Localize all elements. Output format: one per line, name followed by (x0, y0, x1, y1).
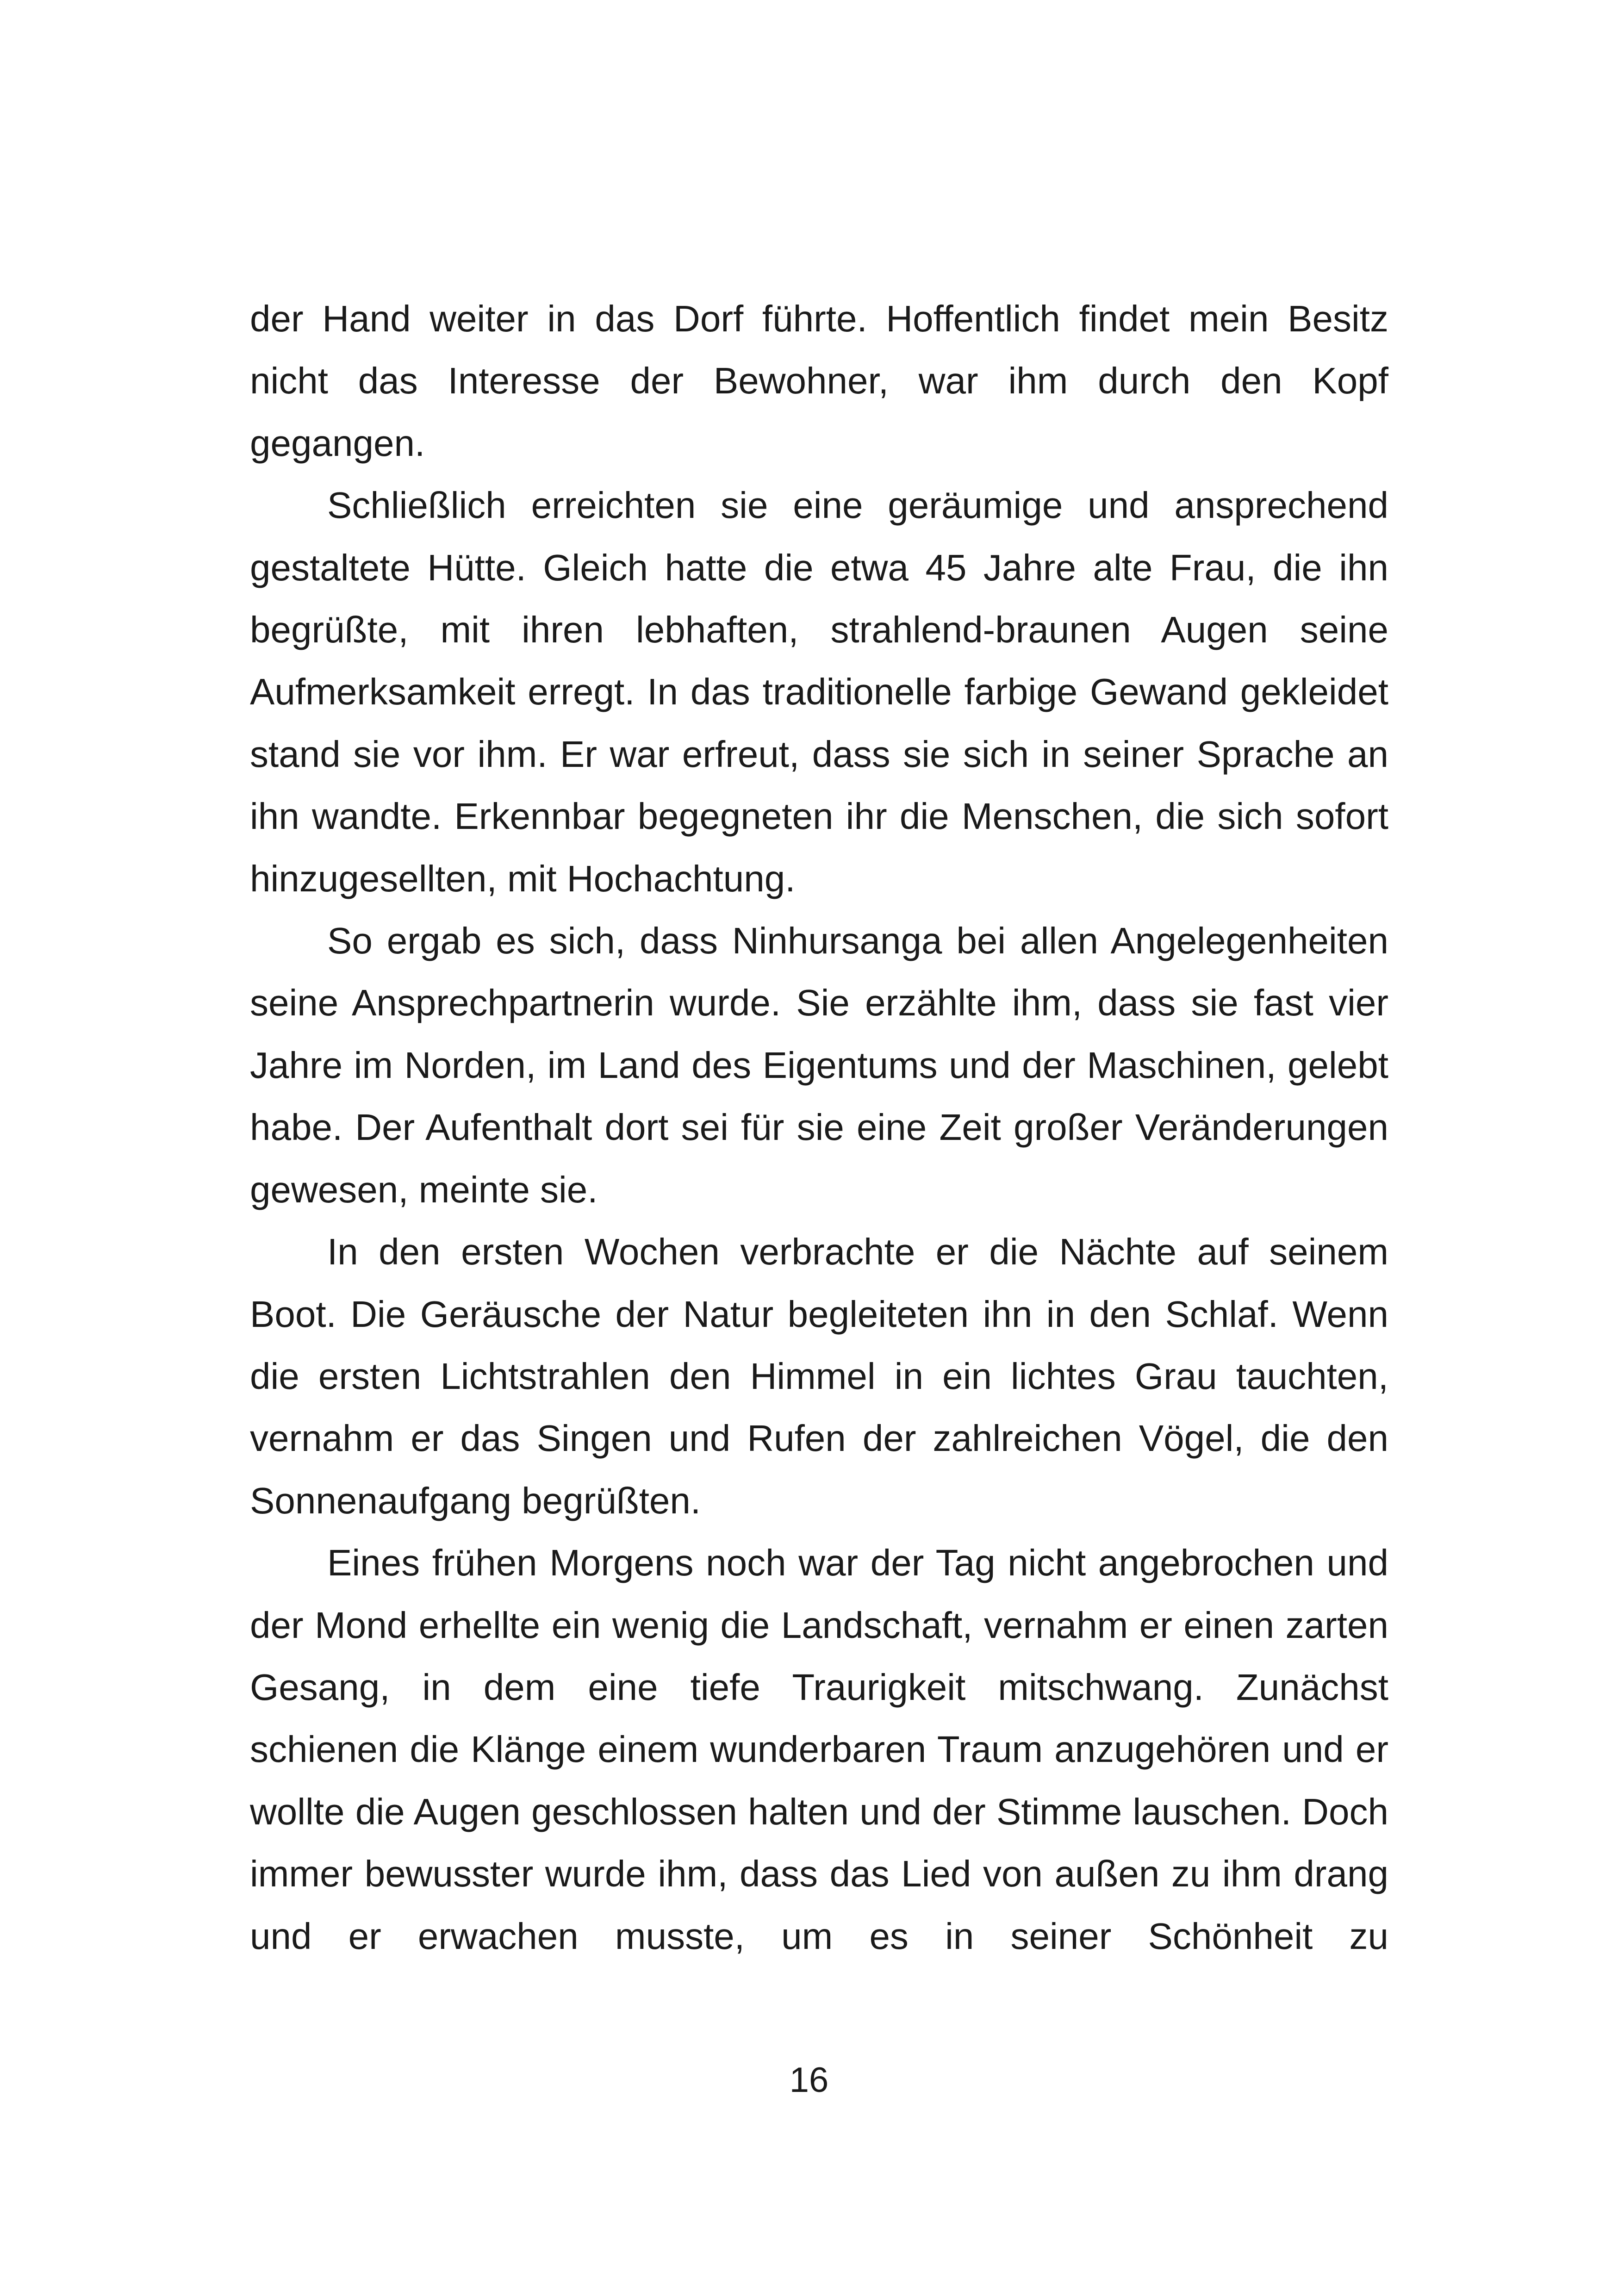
paragraph-2: Schließlich erreichten sie eine geräumige und ansprechend gestaltete Hütte. Gleich hatte die etwa 45 Jahre alte Frau, die ihn begrüßte, mit ihren lebhaften, strahlend-braunen Augen seine Aufmerksamkeit erregt. In das traditionelle farbige Gewand gekleidet stand sie vor ihm. Er war erfreut, dass sie sich in seiner Sprache an ihn wandte. Erkennbar begegneten ihr die Menschen, die sich sofort hinzugesellten, mit Hochachtung. (250, 485, 1388, 899)
paragraph-4: In den ersten Wochen verbrachte er die Nächte auf seinem Boot. Die Geräusche der Natur begleiteten ihn in den Schlaf. Wenn die ersten Lichtstrahlen den Himmel in ein lichtes Grau tauchten, vernahm er das Singen und Rufen der zahlreichen Vögel, die den Sonnenaufgang begrüßten. (250, 1231, 1388, 1521)
paragraph-5: Eines frühen Morgens noch war der Tag nicht angebrochen und der Mond erhellte ein wenig die Landschaft, vernahm er einen zarten Gesang, in dem eine tiefe Traurigkeit mitschwang. Zunächst schienen die Klänge einem wunderbaren Traum anzugehören und er wollte die Augen geschlossen halten und der Stimme lauschen. Doch immer bewusster wurde ihm, dass das Lied von außen zu ihm drang und er erwachen musste, um es in seiner Schönheit zu (250, 1542, 1388, 1957)
page-number: 16 (789, 2060, 829, 2100)
paragraph-3: So ergab es sich, dass Ninhursanga bei allen Angelegenheiten seine Ansprechpartnerin wurde. Sie erzählte ihm, dass sie fast vier Jahre im Norden, im Land des Eigentums und der Maschinen, gelebt habe. Der Aufenthalt dort sei für sie eine Zeit großer Veränderungen gewesen, meinte sie. (250, 920, 1388, 1210)
page-body (250, 288, 1388, 1967)
paragraph-1: der Hand weiter in das Dorf führte. Hoffentlich findet mein Besitz nicht das Interesse der Bewohner, war ihm durch den Kopf gegangen. (250, 298, 1388, 464)
